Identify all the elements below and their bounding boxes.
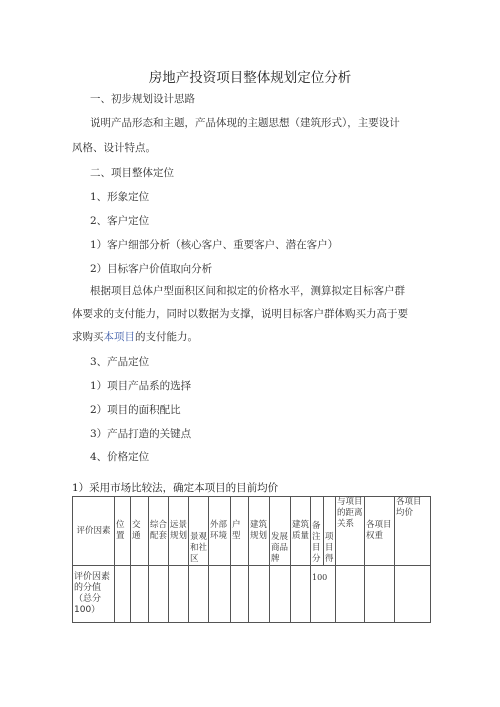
- section2-heading: 二、项目整体定位: [90, 167, 174, 179]
- table-cell: [336, 566, 365, 623]
- table-cell: [365, 566, 395, 623]
- document-title: 房地产投资项目整体规划定位分析: [148, 70, 352, 86]
- image-positioning-item: 1、形象定位: [90, 191, 150, 203]
- section1-paragraph-line1: 说明产品形态和主题，产品体现的主题思想（建筑形式），主要设计: [90, 117, 400, 129]
- header-cell: 建筑规划: [249, 497, 270, 566]
- score-cell: 100: [311, 566, 336, 623]
- section2-paragraph-line2: 体要求的支付能力，同时以数据为支撑，说明目标客户群体购买力高于要: [72, 308, 408, 320]
- table-cell: [291, 566, 311, 623]
- header-cell: 评价因素: [73, 497, 115, 566]
- table-cell: [395, 566, 431, 623]
- table-cell: [249, 566, 270, 623]
- header-cell: 备注目分: [311, 497, 324, 566]
- customer-detail-analysis-item: 1）客户细部分析（核心客户、重要客户、潜在客户）: [90, 239, 339, 251]
- table-cell: [189, 566, 209, 623]
- section2-paragraph-line3: [72, 330, 198, 344]
- table-caption: 1）采用市场比较法，确定本项目的目前均价: [72, 482, 279, 494]
- header-cell: 户型: [231, 497, 249, 566]
- product-series-item: 1）项目产品系的选择: [90, 380, 192, 392]
- table-cell: [209, 566, 231, 623]
- paragraph-text: 的支付能力。: [135, 331, 198, 343]
- header-cell: 综合配套: [149, 497, 169, 566]
- key-points-item: 3）产品打造的关键点: [90, 428, 192, 440]
- header-cell: 远景规划: [169, 497, 189, 566]
- table-row: [73, 566, 431, 623]
- table-cell: [231, 566, 249, 623]
- header-cell: 项目得: [324, 497, 336, 566]
- section1-heading: 一、初步规划设计思路: [90, 93, 195, 105]
- section2-paragraph-line1: 根据项目总体户型面积区间和拟定的价格水平，测算拟定目标客户群: [90, 285, 405, 297]
- table-header-row: [73, 497, 431, 566]
- header-cell: 景观和社区: [189, 497, 209, 566]
- paragraph-text: 求购买: [72, 331, 104, 343]
- product-positioning-item: 3、产品定位: [90, 356, 150, 368]
- header-cell: 位置: [115, 497, 131, 566]
- section1-paragraph-line2: 风格、设计特点。: [72, 142, 156, 154]
- target-customer-value-item: 2）目标客户价值取向分析: [90, 263, 213, 275]
- header-cell: 各项目权重: [365, 497, 395, 566]
- header-cell: 各项目均价: [395, 497, 431, 566]
- table-cell: [169, 566, 189, 623]
- header-cell: 与项目的距离关系: [336, 497, 365, 566]
- header-cell: 外部环境: [209, 497, 231, 566]
- row-label: 评价因素的分值（总分100）: [73, 566, 115, 623]
- header-cell: 发展商品牌: [270, 497, 291, 566]
- customer-positioning-item: 2、客户定位: [90, 215, 150, 227]
- header-cell: 交通: [131, 497, 149, 566]
- table-cell: [115, 566, 131, 623]
- table-cell: [131, 566, 149, 623]
- area-ratio-item: 2）项目的面积配比: [90, 404, 181, 416]
- price-positioning-item: 4、价格定位: [90, 451, 150, 463]
- evaluation-table: [72, 496, 431, 623]
- header-cell: 建筑质量: [291, 497, 311, 566]
- table-cell: [270, 566, 291, 623]
- table-cell: [149, 566, 169, 623]
- project-link[interactable]: 本项目: [103, 331, 135, 343]
